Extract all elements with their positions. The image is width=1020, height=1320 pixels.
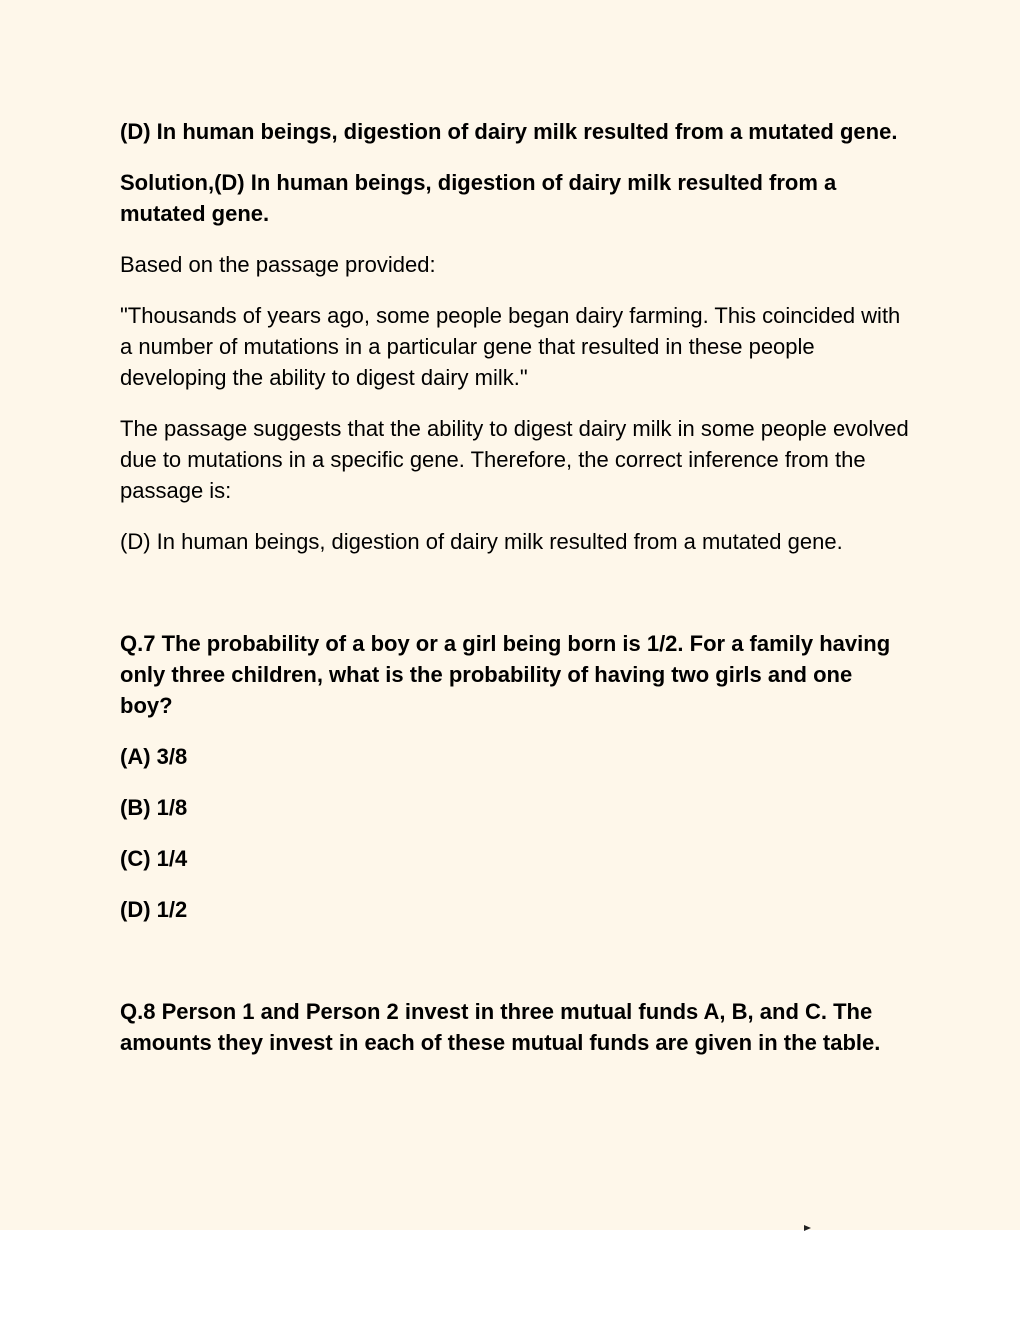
q8-question: Q.8 Person 1 and Person 2 invest in three mutual funds A, B, and C. The amounts they invest in each of these mutual funds are given in the table.	[120, 999, 881, 1055]
q7-option-a: (A) 3/8	[120, 744, 188, 769]
answer-option-d: (D) In human beings, digestion of dairy milk resulted from a mutated gene.	[120, 119, 898, 144]
section-spacer	[120, 577, 910, 628]
solution-reasoning: The passage suggests that the ability to digest dairy milk in some people evolved due to mutations in a specific gene. Therefore, the correct inference from the passage is:	[120, 416, 909, 503]
q7-question: Q.7 The probability of a boy or a girl being born is 1/2. For a family having only three children, what is the probability of having two girls and one boy?	[120, 631, 891, 718]
q7-option-b: (B) 1/8	[120, 795, 188, 820]
solution-heading: Solution,(D) In human beings, digestion of dairy milk resulted from a mutated gene.	[120, 170, 837, 226]
solution-answer: (D) In human beings, digestion of dairy milk resulted from a mutated gene.	[120, 529, 843, 554]
solution-intro: Based on the passage provided:	[120, 252, 436, 277]
mouse-cursor-icon	[804, 1225, 811, 1231]
solution-quote: "Thousands of years ago, some people began dairy farming. This coincided with a number of mutations in a particular gene that resulted in these people developing the ability to digest dairy milk."	[120, 303, 901, 390]
q7-option-c: (C) 1/4	[120, 846, 188, 871]
page-content	[120, 116, 910, 1078]
q7-option-d: (D) 1/2	[120, 897, 188, 922]
section-spacer	[120, 945, 910, 996]
